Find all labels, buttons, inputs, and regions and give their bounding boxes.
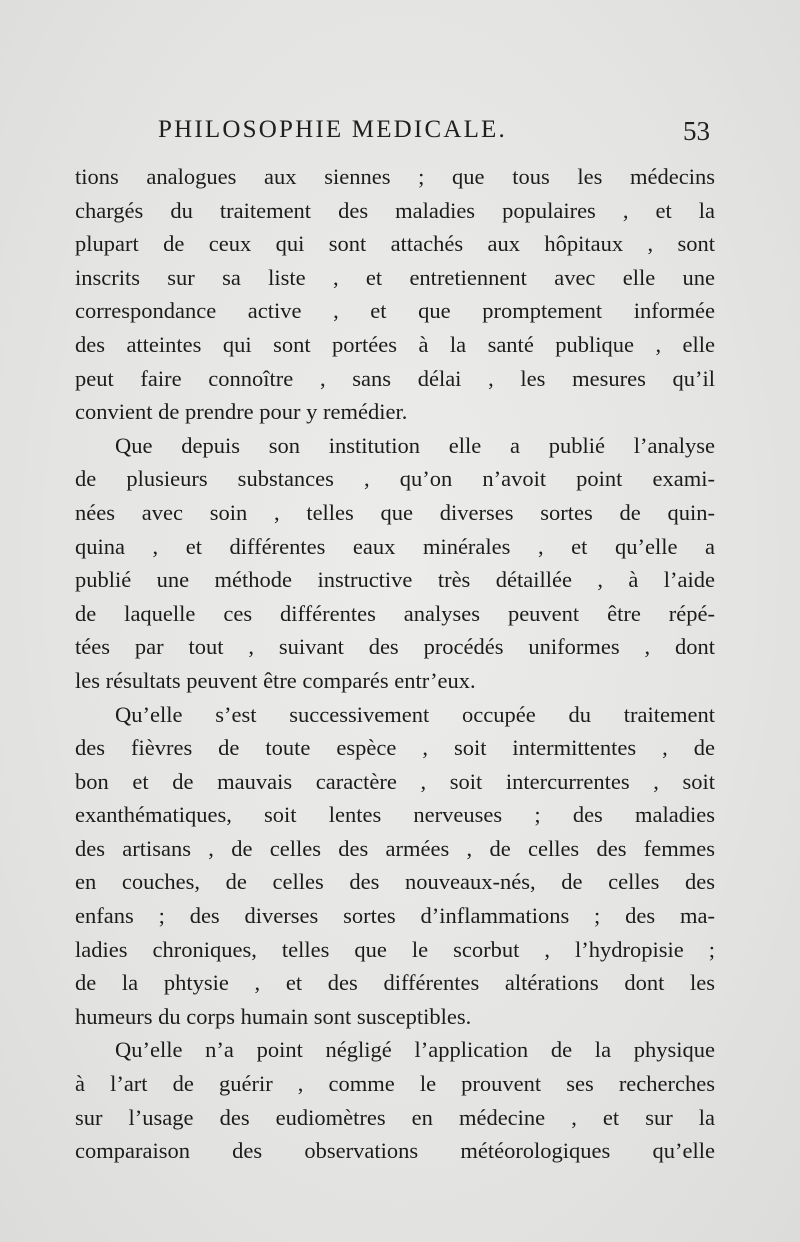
text-line: inscrits sur sa liste , et entretiennent avec elle une (75, 264, 715, 290)
text-line: des atteintes qui sont portées à la santé publique , elle (75, 331, 715, 357)
text-line: à l’art de guérir , comme le prouvent ses recherches (75, 1071, 715, 1097)
paragraph-2 (75, 429, 715, 698)
text-line: de plusieurs substances , qu’on n’avoit point exami- (75, 466, 715, 492)
text-line: en couches, de celles des nouveaux-nés, de celles des (75, 869, 715, 895)
text-line: Qu’elle s’est successivement occupée du traitement (115, 701, 715, 727)
page-number: 53 (683, 116, 710, 146)
text-line: quina , et différentes eaux minérales , et qu’elle a (75, 533, 715, 559)
text-line: peut faire connoître , sans délai , les mesures qu’il (75, 365, 715, 391)
text-line: convient de prendre pour y remédier. (75, 399, 408, 425)
text-line: bon et de mauvais caractère , soit intercurrentes , soit (75, 768, 715, 794)
text-line: correspondance active , et que promptement informée (75, 298, 715, 324)
paragraph-4 (75, 1033, 715, 1167)
paragraph-1 (75, 160, 715, 429)
paragraph-3 (75, 698, 715, 1034)
text-line: tions analogues aux siennes ; que tous les médecins (75, 164, 715, 189)
text-line: nées avec soin , telles que diverses sortes de quin- (75, 499, 715, 525)
text-line: ladies chroniques, telles que le scorbut , l’hydropisie ; (75, 936, 715, 962)
text-line: Qu’elle n’a point négligé l’application de la physique (115, 1037, 715, 1063)
text-line: des artisans , de celles des armées , de celles des femmes (75, 835, 715, 861)
text-line: sur l’usage des eudiomètres en médecine , et sur la (75, 1104, 715, 1130)
text-line: plupart de ceux qui sont attachés aux hôpitaux , sont (75, 231, 715, 257)
text-line: comparaison des observations météorologiques qu’elle (75, 1138, 715, 1164)
text-line: humeurs du corps humain sont susceptibles. (75, 1003, 472, 1029)
text-line: publié une méthode instructive très détaillée , à l’aide (75, 567, 715, 593)
text-line: des fièvres de toute espèce , soit intermittentes , de (75, 735, 715, 761)
body-text (75, 160, 715, 1168)
text-line: de laquelle ces différentes analyses peuvent être répé- (75, 600, 715, 626)
text-line: chargés du traitement des maladies populaires , et la (75, 197, 715, 223)
text-line: Que depuis son institution elle a publié l’analyse (115, 432, 715, 458)
page-header (150, 116, 710, 156)
running-title: PHILOSOPHIE MEDICALE. (158, 116, 507, 143)
text-line: de la phtysie , et des différentes altérations dont les (75, 970, 715, 996)
text-line: les résultats peuvent être comparés entr’eux. (75, 667, 476, 693)
text-line: enfans ; des diverses sortes d’inflammations ; des ma- (75, 903, 715, 929)
text-line: tées par tout , suivant des procédés uniformes , dont (75, 634, 715, 660)
text-line: exanthématiques, soit lentes nerveuses ; des maladies (75, 802, 715, 828)
